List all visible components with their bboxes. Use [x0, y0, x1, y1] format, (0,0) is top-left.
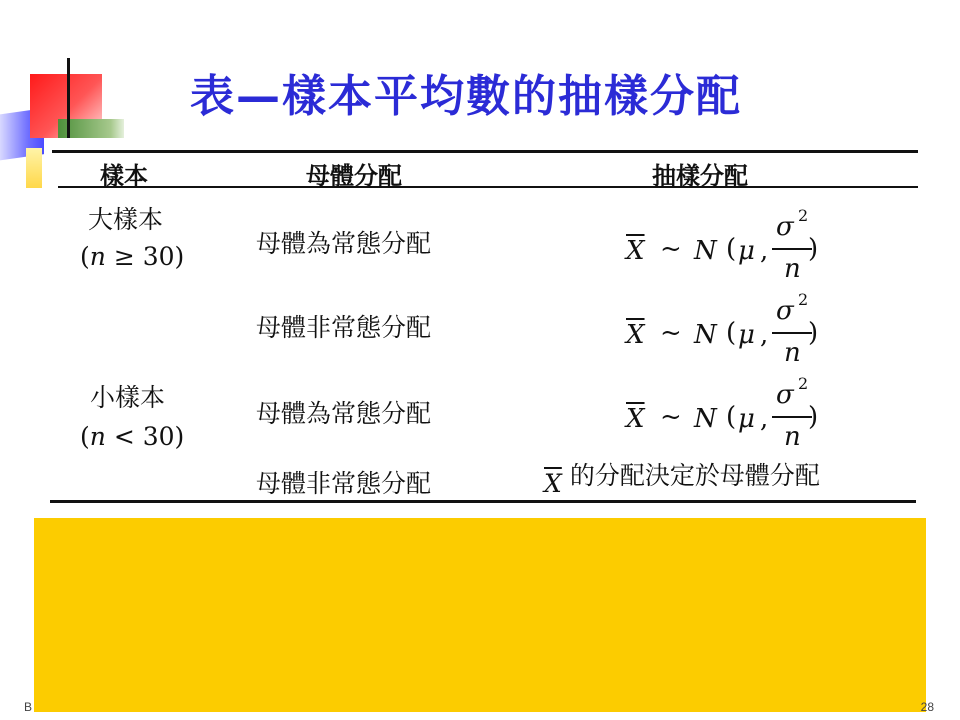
header-sampling-distribution: 抽樣分配 — [652, 162, 748, 190]
row1-population: 母體為常態分配 — [256, 229, 432, 258]
sampling-distribution-table — [44, 138, 924, 510]
slide-number: 28 — [920, 700, 934, 714]
row4-sampling-text: $\overline{X}$ 的分配決定於母體分配 — [544, 461, 820, 498]
slide-title: 表—樣本平均數的抽樣分配 — [190, 71, 742, 122]
row3-population: 母體為常態分配 — [256, 399, 432, 428]
row3-sampling-formula: $\overline{X}$ ~ N ( μ , σ 2 n ) — [626, 374, 819, 452]
table-bottom-rule — [50, 500, 916, 503]
row2-sampling-formula: $\overline{X}$ ~ N ( μ , σ 2 n ) — [626, 290, 819, 368]
small-sample-condition: (n < 30) — [80, 422, 185, 451]
table-header-rule — [58, 186, 918, 188]
row4-population: 母體非常態分配 — [256, 469, 432, 498]
row2-population: 母體非常態分配 — [256, 313, 432, 342]
decorative-yellow-bar — [26, 148, 42, 188]
large-sample-condition: (n ≥ 30) — [80, 242, 185, 271]
footer-left-text: B — [24, 700, 33, 714]
large-sample-label: 大樣本 — [88, 205, 164, 234]
small-sample-label: 小樣本 — [90, 383, 166, 412]
yellow-content-block — [34, 518, 926, 712]
table-top-rule — [52, 150, 918, 153]
row1-sampling-formula: $\overline{X}$ ~ N ( μ , σ 2 n ) — [626, 206, 819, 284]
header-population-distribution: 母體分配 — [306, 162, 402, 190]
header-sample: 樣本 — [100, 162, 148, 190]
